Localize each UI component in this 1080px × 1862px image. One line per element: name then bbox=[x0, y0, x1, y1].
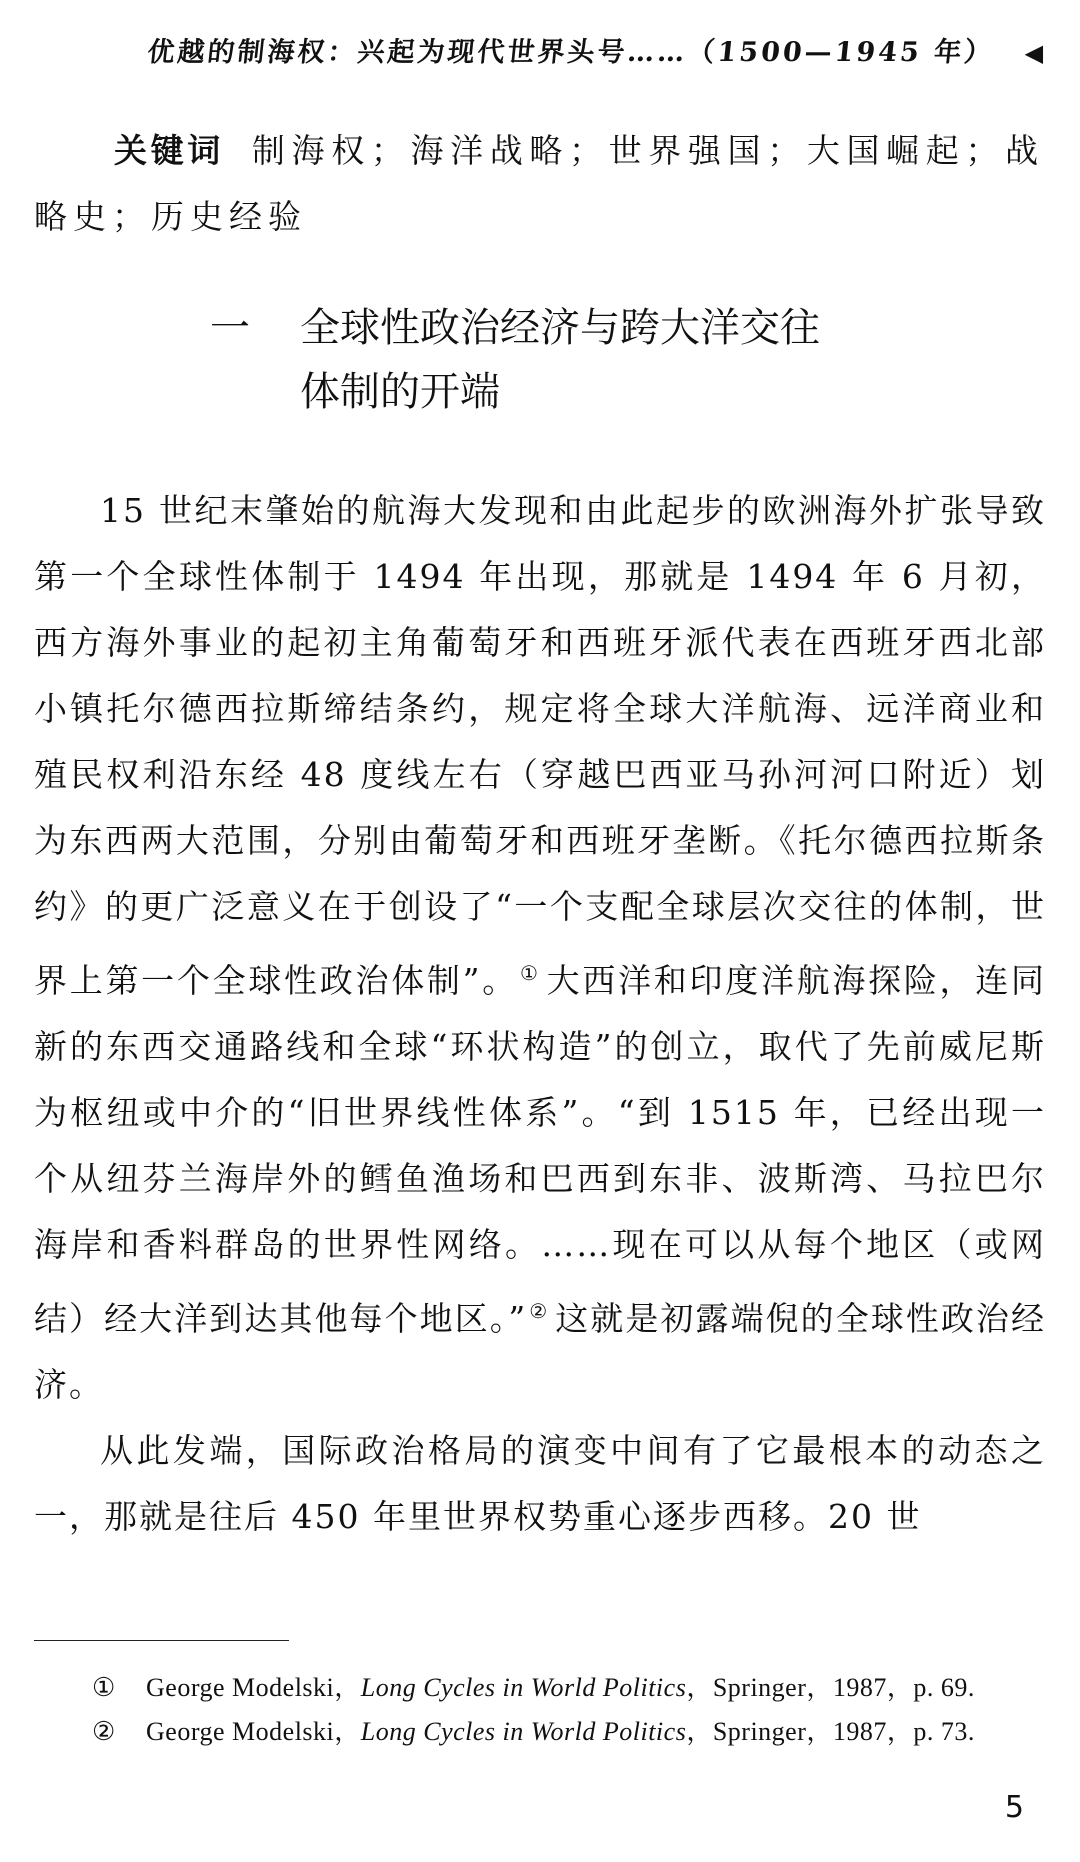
footnote-author: George Modelski， bbox=[146, 1673, 361, 1702]
footnote-publication: ，Springer，1987，p. 69. bbox=[686, 1673, 975, 1702]
footnote-publication: ，Springer，1987，p. 73. bbox=[686, 1717, 975, 1746]
section-heading bbox=[210, 296, 910, 424]
paragraph-1-part-b: 大西洋和印度洋航海探险，连同新的东西交通路线和全球“环状构造”的创立，取代了先前威尼斯为枢纽或中介的“旧世界线性体系”。“到 1515 年，已经出现一个从纽芬兰海岸外的鳕鱼渔场和巴西到东非、波斯湾、马拉巴尔海岸和香料群岛的世界性网络。……现在可以从每个地区（或网结）经大洋到达其他每个地区。” bbox=[34, 961, 1046, 1338]
keywords-text: 制海权；海洋战略；世界强国；大国崛起；战略史；历史经验 bbox=[34, 131, 1045, 236]
footnote-number: ① bbox=[92, 1673, 116, 1702]
page-marker-icon: ◀ bbox=[1024, 38, 1046, 67]
paragraph-1 bbox=[34, 478, 1046, 1418]
body-text bbox=[34, 478, 1046, 1550]
paragraph-1-part-a: 15 世纪末肇始的航海大发现和由此起步的欧洲海外扩张导致第一个全球性体制于 1494 年出现，那就是 1494 年 6 月初，西方海外事业的起初主角葡萄牙和西班牙派代表在西班牙西北部小镇托尔德西拉斯缔结条约，规定将全球大洋航海、远洋商业和殖民权利沿东经 48 度线左右（穿越巴西亚马孙河河口附近）划为东西两大范围，分别由葡萄牙和西班牙垄断。《托尔德西拉斯条约》的更广泛意义在于创设了“一个支配全球层次交往的体制，世界上第一个全球性政治体制”。 bbox=[34, 491, 1046, 1000]
section-title-line2: 体制的开端 bbox=[300, 369, 500, 415]
footnote-item bbox=[92, 1666, 1042, 1710]
footnote-divider bbox=[34, 1640, 289, 1641]
paragraph-2: 从此发端，国际政治格局的演变中间有了它最根本的动态之一，那就是往后 450 年里世界权势重心逐步西移。20 世 bbox=[34, 1431, 1046, 1536]
footnotes bbox=[92, 1666, 1042, 1754]
footnote-ref-1: ① bbox=[519, 961, 539, 985]
section-number: 一 bbox=[210, 305, 250, 351]
footnote-ref-2: ② bbox=[529, 1299, 548, 1323]
footnote-item bbox=[92, 1710, 1042, 1754]
footnote-author: George Modelski， bbox=[146, 1717, 361, 1746]
footnote-number: ② bbox=[92, 1717, 116, 1746]
keywords bbox=[34, 118, 1044, 250]
page-number: 5 bbox=[1004, 1790, 1024, 1825]
running-head-text: 优越的制海权：兴起为现代世界头号……（1500—1945 年） bbox=[145, 37, 996, 68]
footnote-title: Long Cycles in World Politics bbox=[360, 1673, 687, 1702]
section-title-line1: 全球性政治经济与跨大洋交往 bbox=[300, 305, 820, 351]
paragraph-1-part-c: 这就是初露端倪的全球性政治经济。 bbox=[34, 1299, 1046, 1404]
running-head bbox=[32, 30, 1048, 69]
keywords-label: 关键词 bbox=[114, 131, 224, 170]
footnote-title: Long Cycles in World Politics bbox=[360, 1717, 687, 1746]
